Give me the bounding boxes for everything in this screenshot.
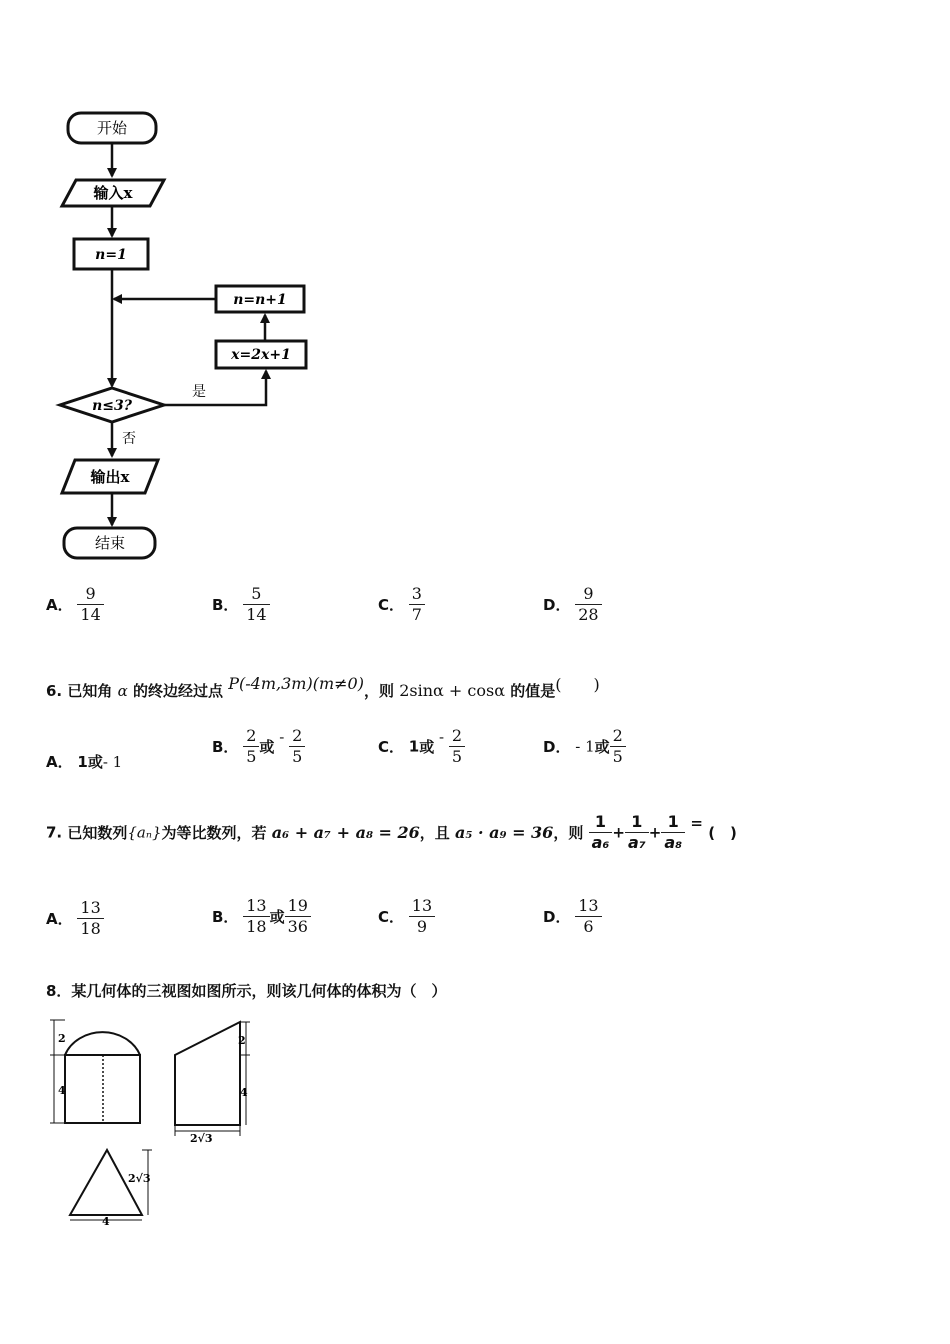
q7-plus2: + xyxy=(648,823,662,842)
q5-option-label: B． xyxy=(212,596,239,614)
q8-stem: 8．某几何体的三视图如图所示，则该几何体的体积为（ ） xyxy=(46,982,447,1000)
q7-option-a-label: A． xyxy=(46,910,73,928)
top-view xyxy=(70,1150,152,1228)
side-dim-width: 2√3 xyxy=(190,1132,213,1145)
three-view-diagram xyxy=(40,1010,280,1230)
q6-option-c-val1: 1 xyxy=(408,737,420,756)
q5-option-b[interactable] xyxy=(212,584,270,625)
q7-cond1: a₆ + a₇ + a₈ = 26 xyxy=(271,823,420,842)
q6-text2: 的终边经过点 xyxy=(133,682,224,700)
yes-label: 是 xyxy=(192,384,206,400)
q6-option-a-val1: 1 xyxy=(77,753,88,771)
q7-plus1: + xyxy=(612,823,625,842)
q5-option-a[interactable] xyxy=(46,584,104,625)
q7-option-c-frac: $\frac{13}{9}$ xyxy=(409,896,435,937)
q7-option-b-label: B． xyxy=(212,908,239,926)
q7-option-b[interactable] xyxy=(212,896,311,937)
q7-text2: 为等比数列，若 xyxy=(161,824,267,842)
q6-option-d-frac: $\frac{2}{5}$ xyxy=(610,726,626,767)
q7-option-d[interactable] xyxy=(543,896,602,937)
q7-option-c-label: C． xyxy=(378,908,405,926)
q7-paren: ( ) xyxy=(708,824,737,842)
q7-stem xyxy=(46,812,737,853)
q6-option-a-or: 或 xyxy=(87,753,103,771)
q6-option-c-label: C． xyxy=(378,738,405,756)
q5-option-frac: $\frac{5}{14}$ xyxy=(243,584,269,625)
output-label: 输出x xyxy=(90,468,130,486)
q6-point: P(-4m,3m)(m≠0) xyxy=(228,674,364,693)
q7-cond2: a₅ · a₉ = 36 xyxy=(455,823,554,842)
top-dim-height: 2√3 xyxy=(128,1172,151,1185)
q6-option-a-label: A． xyxy=(46,753,73,771)
q7-option-c[interactable] xyxy=(378,896,435,937)
flowchart xyxy=(0,0,360,580)
q7-seq: {aₙ} xyxy=(127,823,162,842)
q6-option-b-or: 或 xyxy=(259,738,275,756)
q6-paren: ( ) xyxy=(555,675,600,694)
front-view xyxy=(50,1020,140,1123)
front-dim-bottom: 4 xyxy=(58,1084,66,1097)
q5-option-frac: $\frac{9}{14}$ xyxy=(77,584,103,625)
q7-text4: ，则 xyxy=(553,824,584,842)
q7-option-b-frac2: $\frac{19}{36}$ xyxy=(285,896,311,937)
q7-option-d-label: D． xyxy=(543,908,571,926)
q7-text1: 已知数列 xyxy=(67,824,128,842)
q6-option-d-val1: - 1 xyxy=(575,737,595,756)
q6-option-d[interactable] xyxy=(543,726,626,767)
q7-term2: $\frac{1}{\text{a₇}}$ xyxy=(625,812,649,853)
q6-option-c[interactable] xyxy=(378,726,465,767)
q6-option-b-label: B． xyxy=(212,738,239,756)
side-dim-top: 2 xyxy=(238,1034,246,1047)
q6-option-c-or: 或 xyxy=(419,738,435,756)
q6-option-a[interactable] xyxy=(46,751,122,772)
q6-option-d-label: D． xyxy=(543,738,571,756)
start-label: 开始 xyxy=(96,119,128,137)
q7-eq: = xyxy=(690,813,703,832)
q7-text3: ，且 xyxy=(419,824,450,842)
q7-option-d-frac: $\frac{13}{6}$ xyxy=(575,896,601,937)
q6-option-b[interactable] xyxy=(212,726,305,767)
q6-stem xyxy=(46,676,600,706)
q6-text4: 的值是 xyxy=(510,682,556,700)
q6-option-c-minus: - xyxy=(439,727,445,746)
q6-option-b-minus: - xyxy=(279,727,285,746)
q6-option-c-frac: $\frac{2}{5}$ xyxy=(449,726,465,767)
condition-label: n≤3? xyxy=(92,398,132,414)
no-label: 否 xyxy=(122,431,136,447)
q6-option-d-or: 或 xyxy=(594,738,610,756)
q5-option-label: D． xyxy=(543,596,571,614)
side-dim-bottom: 4 xyxy=(240,1086,248,1099)
q6-option-b-frac1: $\frac{2}{5}$ xyxy=(243,726,259,767)
increment-label: n=n+1 xyxy=(233,292,287,308)
q6-alpha: α xyxy=(117,682,128,700)
input-label: 输入x xyxy=(93,184,133,202)
q7-option-a[interactable] xyxy=(46,898,104,939)
init-label: n=1 xyxy=(95,247,127,263)
q7-option-b-frac1: $\frac{13}{18}$ xyxy=(243,896,269,937)
q5-option-c[interactable] xyxy=(378,584,425,625)
q5-option-label: A． xyxy=(46,596,73,614)
q6-number: 6. xyxy=(46,682,63,700)
q6-option-b-frac2: $\frac{2}{5}$ xyxy=(289,726,305,767)
update-label: x=2x+1 xyxy=(231,347,291,363)
end-label: 结束 xyxy=(94,534,126,552)
q6-option-a-val2: - 1 xyxy=(102,753,123,771)
q6-expr: 2sinα + cosα xyxy=(399,681,505,700)
q6-text1: 已知角 xyxy=(67,682,113,700)
q7-number: 7. xyxy=(46,823,63,842)
q7-term1: $\frac{1}{\text{a₆}}$ xyxy=(589,812,613,853)
q5-option-label: C． xyxy=(378,596,405,614)
q7-option-a-frac: $\frac{13}{18}$ xyxy=(77,898,103,939)
front-dim-top: 2 xyxy=(58,1032,66,1045)
q7-term3: $\frac{1}{\text{a₈}}$ xyxy=(661,812,685,853)
side-view xyxy=(175,1022,250,1145)
q7-option-b-or: 或 xyxy=(269,908,285,926)
top-dim-width: 4 xyxy=(102,1215,110,1228)
q5-option-frac: $\frac{9}{28}$ xyxy=(575,584,601,625)
q5-option-d[interactable] xyxy=(543,584,602,625)
q6-text3: ，则 xyxy=(363,682,394,700)
q5-option-frac: $\frac{3}{7}$ xyxy=(409,584,425,625)
